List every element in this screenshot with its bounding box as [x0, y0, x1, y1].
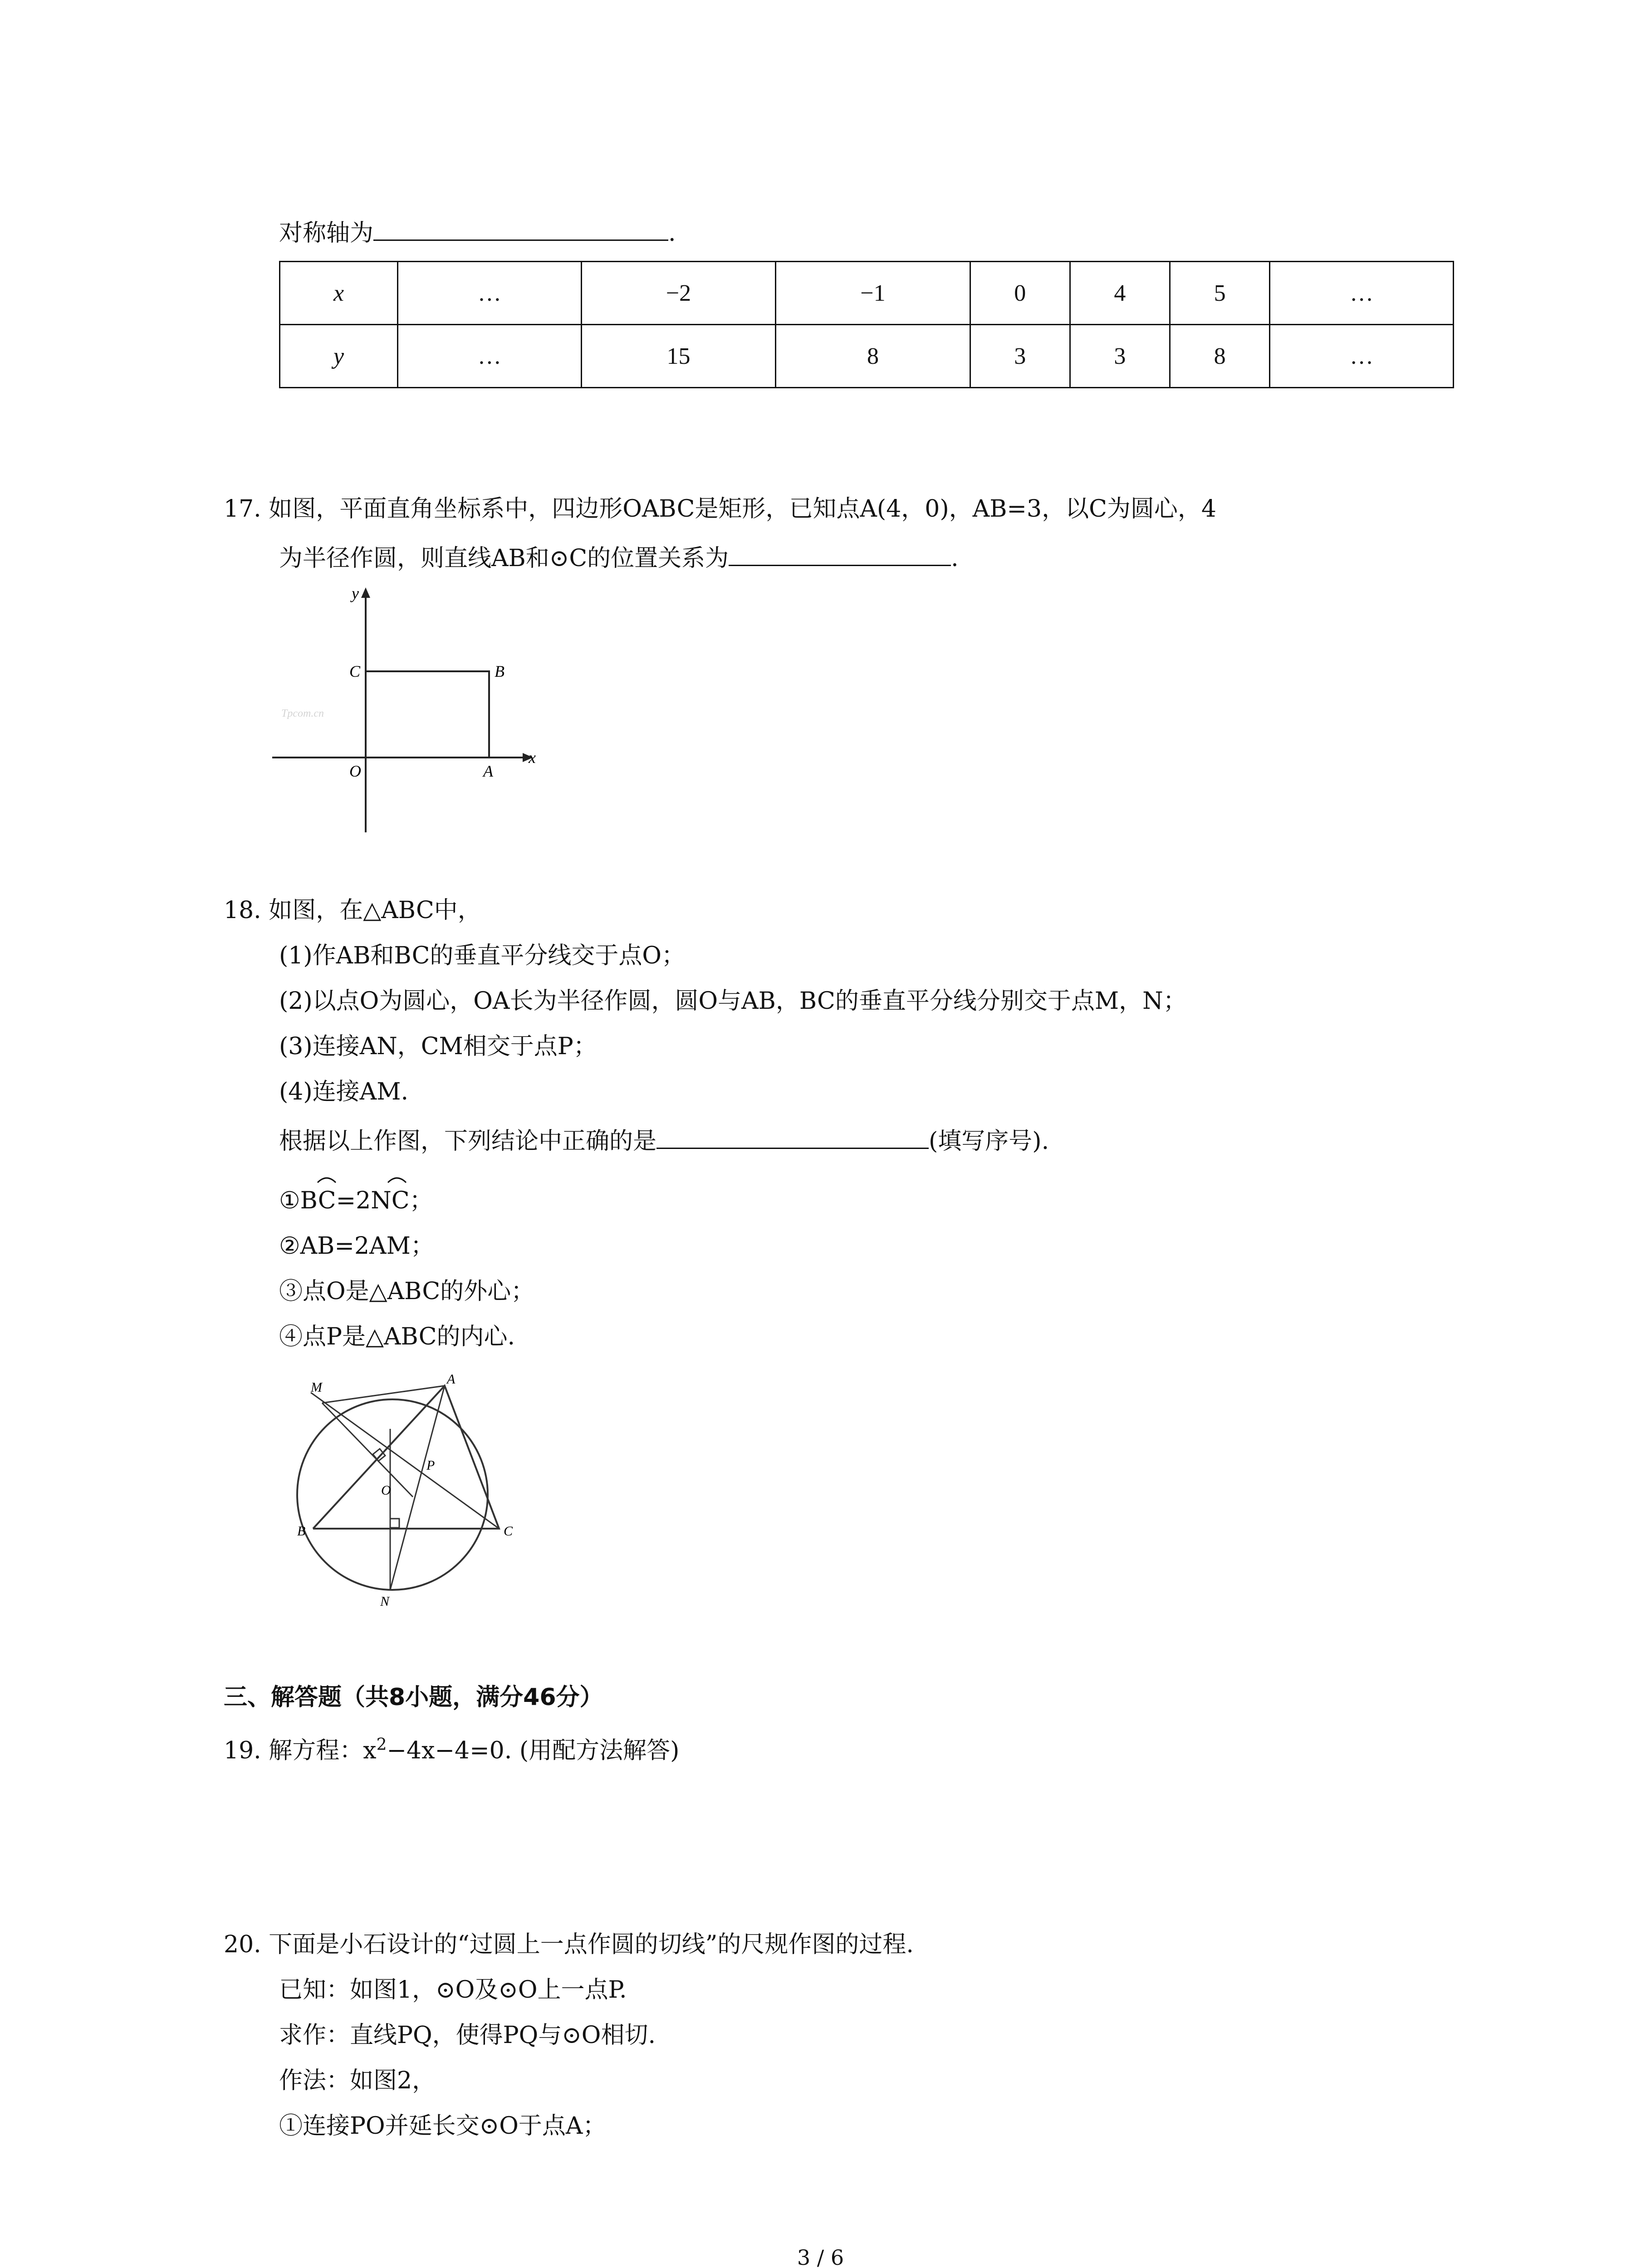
- table-row-y: [280, 325, 1454, 388]
- arc-mark-nc: [388, 1178, 406, 1183]
- table-cell: 4: [1070, 262, 1170, 325]
- q17-line1: 17. 如图，平面直角坐标系中，四边形OABC是矩形，已知点A(4，0)，AB=3，以C为圆心，4: [224, 495, 1216, 523]
- label-o: O: [381, 1483, 391, 1498]
- table-cell: …: [1270, 262, 1454, 325]
- q16-answer-blank[interactable]: [373, 217, 668, 241]
- q17-answer-blank[interactable]: [729, 542, 951, 566]
- q18-step-3: (3)连接AN，CM相交于点P；: [279, 1033, 597, 1060]
- y-axis-arrow: [361, 587, 370, 598]
- label-c: C: [504, 1524, 513, 1539]
- q19-exponent: 2: [376, 1735, 387, 1754]
- label-a: A: [483, 762, 493, 780]
- label-y: y: [352, 584, 359, 602]
- table-cell: 8: [776, 325, 970, 388]
- table-cell: 0: [970, 262, 1070, 325]
- q18-option-1: ①BC=2NC；: [279, 1187, 433, 1214]
- q20-line-5: ①连接PO并延长交⊙O于点A；: [279, 2112, 607, 2140]
- q17-end: .: [951, 545, 959, 572]
- right-angle-mark-bc: [390, 1519, 399, 1528]
- q18-step-1: (1)作AB和BC的垂直平分线交于点O；: [279, 942, 686, 969]
- q18-line0: 18. 如图，在△ABC中，: [224, 897, 481, 924]
- table-cell: 3: [1070, 325, 1170, 388]
- arc-marks: [313, 1173, 431, 1186]
- q18-option-3: ③点O是△ABC的外心；: [279, 1278, 535, 1305]
- table-cell: 5: [1170, 262, 1269, 325]
- label-b: B: [495, 662, 505, 680]
- table-cell: …: [1270, 325, 1454, 388]
- q18-step-4: (4)连接AM.: [279, 1078, 408, 1105]
- q20-line-1: 20. 下面是小石设计的“过圆上一点作圆的切线”的尺规作图的过程.: [224, 1931, 914, 1958]
- q18-prompt-end: (填写序号).: [929, 1128, 1049, 1155]
- q18-option-2: ②AB=2AM；: [279, 1232, 434, 1260]
- table-cell: 3: [970, 325, 1070, 388]
- section-3-title: 三、解答题（共8小题，满分46分）: [224, 1684, 603, 1711]
- rectangle-oabc: [366, 671, 489, 758]
- label-m: M: [311, 1380, 322, 1395]
- q18-step-2: (2)以点O为圆心，OA长为半径作圆，圆O与AB，BC的垂直平分线分别交于点M，N；: [279, 987, 1187, 1015]
- triangle-abc: [313, 1386, 499, 1529]
- q20-line-2: 已知：如图1，⊙O及⊙O上一点P.: [279, 1976, 627, 2004]
- q18-prompt: [279, 1125, 1049, 1156]
- q16-end: .: [668, 220, 676, 247]
- q18-answer-blank[interactable]: [656, 1125, 929, 1149]
- table-header-y: y: [280, 325, 398, 388]
- line-mc: [311, 1393, 499, 1529]
- table-cell: −2: [581, 262, 775, 325]
- table-cell: −1: [776, 262, 970, 325]
- table-row-x: [280, 262, 1454, 325]
- q18-prompt-text: 根据以上作图，下列结论中正确的是: [279, 1128, 657, 1155]
- q19-prefix: 19. 解方程：x: [224, 1737, 377, 1765]
- arc-mark-bc: [318, 1178, 336, 1183]
- table-cell: …: [398, 262, 582, 325]
- label-c: C: [349, 662, 361, 680]
- q17-line2: [279, 542, 959, 573]
- q19-suffix: −4x−4=0. (用配方法解答): [387, 1737, 680, 1765]
- table-cell: …: [398, 325, 582, 388]
- table-cell: 8: [1170, 325, 1269, 388]
- q17-line2-text: 为半径作圆，则直线AB和⊙C的位置关系为: [279, 545, 729, 572]
- label-n: N: [380, 1594, 390, 1609]
- q20-line-4: 作法：如图2，: [279, 2067, 436, 2094]
- value-table: [279, 261, 1454, 388]
- circle-o: [297, 1399, 488, 1590]
- label-o: O: [349, 762, 361, 780]
- q20-line-3: 求作：直线PQ，使得PQ与⊙O相切.: [279, 2022, 656, 2049]
- page-number: 3 / 6: [797, 2245, 844, 2268]
- q16-intro: [279, 217, 676, 248]
- q16-intro-text: 对称轴为: [279, 220, 374, 247]
- perp-bisector-ab: [322, 1403, 413, 1497]
- table-header-x: x: [280, 262, 398, 325]
- label-p: P: [426, 1458, 435, 1473]
- label-x: x: [529, 748, 536, 767]
- label-b: B: [297, 1524, 306, 1539]
- q17-coordinate-figure: [272, 581, 544, 844]
- q19-equation: [224, 1730, 679, 1765]
- q18-option-4: ④点P是△ABC的内心.: [279, 1323, 515, 1350]
- table-cell: 15: [581, 325, 775, 388]
- label-a: A: [447, 1372, 456, 1387]
- watermark: Tpcom.cn: [281, 708, 324, 719]
- q18-circle-figure: [272, 1365, 554, 1637]
- right-angle-mark-ab: [373, 1449, 385, 1461]
